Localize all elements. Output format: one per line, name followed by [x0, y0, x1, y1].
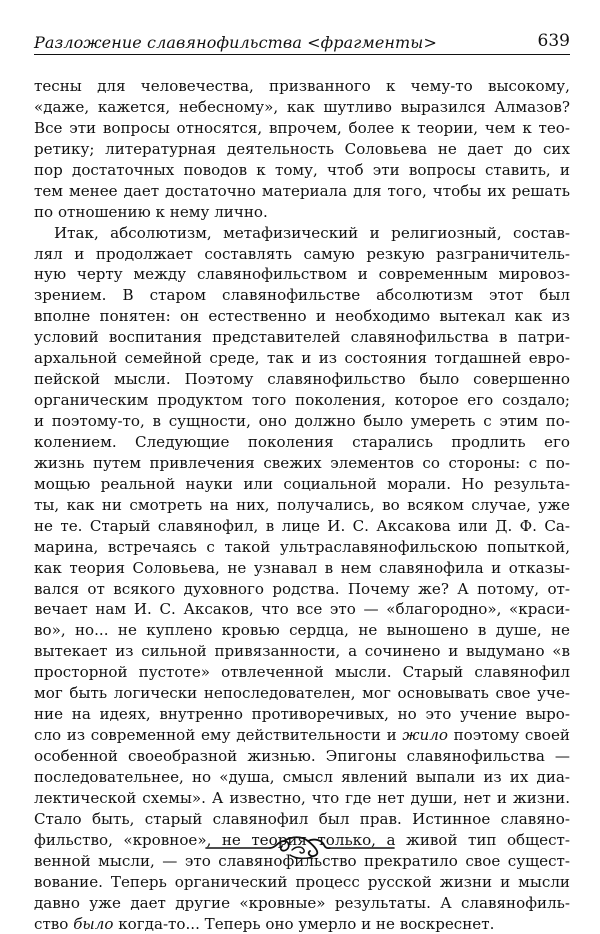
text-line: архальной семейной среде, так и из состояния тогдашней евро-	[34, 348, 570, 369]
text-line: по отношению к нему лично.	[34, 202, 570, 223]
text-line: органическим продуктом того поколения, которое его создало;	[34, 390, 570, 411]
text-line: пейской мысли. Поэтому славянофильство было совершенно	[34, 369, 570, 390]
text-run: сло из современной ему действительности и	[34, 726, 397, 744]
text-run: поэтому своей	[454, 726, 570, 744]
text-line: колением. Следующие поколения старались продлить его	[34, 432, 570, 453]
text-line: вполне понятен: он естественно и необходимо вытекал как из	[34, 306, 570, 327]
text-line: и поэтому-то, в сущности, оно должно было умереть с этим по-	[34, 411, 570, 432]
text-line: «даже, кажется, небесному», как шутливо выразился Алмазов?	[34, 97, 570, 118]
text-line: пор достаточных поводов к тому, чтоб эти вопросы ставить, и	[34, 160, 570, 181]
text-line: особенной своеобразной жизнью. Эпигоны славянофильства —	[34, 746, 570, 767]
text-line: тесны для человечества, призванного к чему-то высокому,	[34, 76, 570, 97]
text-line: как теория Соловьева, не узнавал в нем славянофила и отказы-	[34, 558, 570, 579]
body-text	[34, 76, 570, 934]
text-line: мощью реальной науки или социальной морали. Но результа-	[34, 474, 570, 495]
text-line: Стало быть, старый славянофил был прав. Истинное славяно-	[34, 809, 570, 830]
text-line: фильство, «кровное», не теория только, а живой тип общест-	[34, 830, 570, 851]
text-line: венной мысли, — это славянофильство прекратило свое сущест-	[34, 851, 570, 872]
text-line: Все эти вопросы относятся, впрочем, более к теории, чем к тео-	[34, 118, 570, 139]
italic-emphasis: было	[73, 915, 113, 933]
text-line: лектической схемы». А известно, что где нет души, нет и жизни.	[34, 788, 570, 809]
text-line: марина, встречаясь с такой ультраславянофильскою попыткой,	[34, 537, 570, 558]
flourish-ornament-icon	[204, 830, 396, 866]
text-line: ты, как ни смотреть на них, получались, во всяком случае, уже	[34, 495, 570, 516]
text-line: просторной пустоте» отвлеченной мысли. Старый славянофил	[34, 662, 570, 683]
text-line: не те. Старый славянофил, в лице И. С. Аксакова или Д. Ф. Са-	[34, 516, 570, 537]
text-line: вался от всякого духовного родства. Почему же? А потому, от-	[34, 579, 570, 600]
text-line: тем менее дает достаточно материала для того, чтобы их решать	[34, 181, 570, 202]
text-line: ную черту между славянофильством и современным мировоз-	[34, 264, 570, 285]
text-line: вечает нам И. С. Аксаков, что все это — «благородно», «краси-	[34, 599, 570, 620]
text-line: вование. Теперь органический процесс русской жизни и мысли	[34, 872, 570, 893]
text-line	[34, 914, 570, 934]
text-line: Итак, абсолютизм, метафизический и религиозный, состав-	[34, 223, 570, 244]
text-line: мог быть логически непоследователен, мог основывать свое уче-	[34, 683, 570, 704]
text-run: когда-то... Теперь оно умерло и не воскреснет.	[118, 915, 494, 933]
text-run: ство	[34, 915, 68, 933]
page-number: 639	[538, 31, 570, 51]
text-line: давно уже дает другие «кровные» результаты. А славянофиль-	[34, 893, 570, 914]
italic-emphasis: жило	[402, 726, 448, 744]
running-header	[34, 26, 570, 55]
text-line: вытекает из сильной привязанности, а сочинено и выдумано «в	[34, 641, 570, 662]
running-title: Разложение славянофильства <фрагменты>	[34, 33, 437, 52]
text-line: зрением. В старом славянофильстве абсолютизм этот был	[34, 285, 570, 306]
text-line: жизнь путем привлечения свежих элементов со стороны: с по-	[34, 453, 570, 474]
text-line: лял и продолжает составлять самую резкую разграничитель-	[34, 244, 570, 265]
text-line: ретику; литературная деятельность Соловьева не дает до сих	[34, 139, 570, 160]
text-line: последовательнее, но «душа, смысл явлений выпали из их диа-	[34, 767, 570, 788]
text-line: ние на идеях, внутренно противоречивых, но это учение выро-	[34, 704, 570, 725]
text-line: условий воспитания представителей славянофильства в патри-	[34, 327, 570, 348]
text-line: во», но... не куплено кровью сердца, не выношено в душе, не	[34, 620, 570, 641]
text-line	[34, 725, 570, 746]
